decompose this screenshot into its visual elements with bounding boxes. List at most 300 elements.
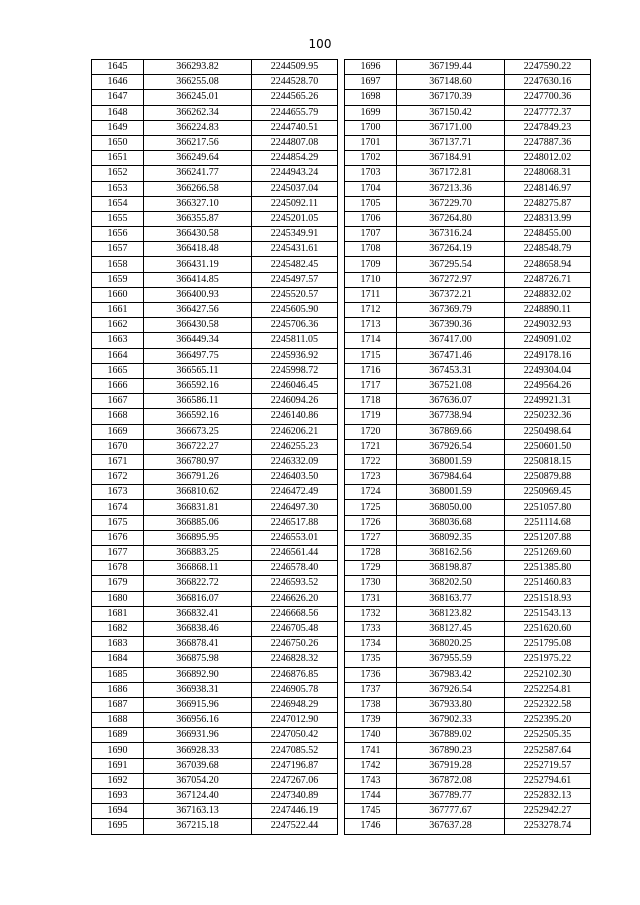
point-number-cell: 1670	[92, 439, 144, 454]
y-coordinate-cell: 2247267.06	[252, 773, 338, 788]
y-coordinate-cell: 2253278.74	[505, 819, 591, 834]
point-number-cell: 1714	[345, 333, 397, 348]
y-coordinate-cell: 2244943.24	[252, 166, 338, 181]
x-coordinate-cell: 366892.90	[144, 667, 252, 682]
y-coordinate-cell: 2249304.04	[505, 363, 591, 378]
table-row	[345, 257, 591, 272]
x-coordinate-cell: 366938.31	[144, 682, 252, 697]
table-row	[92, 789, 338, 804]
x-coordinate-cell: 367369.79	[397, 303, 505, 318]
point-number-cell: 1721	[345, 439, 397, 454]
table-row	[92, 743, 338, 758]
table-row	[345, 424, 591, 439]
table-row	[92, 394, 338, 409]
point-number-cell: 1678	[92, 561, 144, 576]
y-coordinate-cell: 2246403.50	[252, 470, 338, 485]
table-row	[92, 166, 338, 181]
table-row	[92, 242, 338, 257]
table-row	[345, 546, 591, 561]
table-row	[92, 196, 338, 211]
point-number-cell: 1655	[92, 211, 144, 226]
table-row	[345, 667, 591, 682]
table-row	[345, 773, 591, 788]
y-coordinate-cell: 2249091.02	[505, 333, 591, 348]
point-number-cell: 1742	[345, 758, 397, 773]
y-coordinate-cell: 2246593.52	[252, 576, 338, 591]
x-coordinate-cell: 367926.54	[397, 439, 505, 454]
point-number-cell: 1715	[345, 348, 397, 363]
x-coordinate-cell: 367316.24	[397, 227, 505, 242]
y-coordinate-cell: 2248726.71	[505, 272, 591, 287]
point-number-cell: 1676	[92, 530, 144, 545]
y-coordinate-cell: 2244509.95	[252, 60, 338, 75]
x-coordinate-cell: 367150.42	[397, 105, 505, 120]
point-number-cell: 1669	[92, 424, 144, 439]
y-coordinate-cell: 2251114.68	[505, 515, 591, 530]
table-row	[92, 606, 338, 621]
x-coordinate-cell: 366400.93	[144, 287, 252, 302]
table-row	[345, 500, 591, 515]
x-coordinate-cell: 366868.11	[144, 561, 252, 576]
point-number-cell: 1682	[92, 621, 144, 636]
point-number-cell: 1675	[92, 515, 144, 530]
table-row	[92, 515, 338, 530]
page-number: 100	[308, 37, 332, 51]
table-row	[92, 758, 338, 773]
point-number-cell: 1645	[92, 60, 144, 75]
table-row	[92, 211, 338, 226]
y-coordinate-cell: 2251620.60	[505, 621, 591, 636]
point-number-cell: 1663	[92, 333, 144, 348]
table-row	[92, 363, 338, 378]
x-coordinate-cell: 367453.31	[397, 363, 505, 378]
x-coordinate-cell: 367777.67	[397, 804, 505, 819]
point-number-cell: 1710	[345, 272, 397, 287]
table-row	[92, 652, 338, 667]
x-coordinate-cell: 367215.18	[144, 819, 252, 834]
y-coordinate-cell: 2245605.90	[252, 303, 338, 318]
table-row	[92, 409, 338, 424]
x-coordinate-cell: 366224.83	[144, 120, 252, 135]
table-row	[345, 789, 591, 804]
y-coordinate-cell: 2252102.30	[505, 667, 591, 682]
point-number-cell: 1694	[92, 804, 144, 819]
table-row	[92, 576, 338, 591]
x-coordinate-cell: 367390.36	[397, 318, 505, 333]
point-number-cell: 1667	[92, 394, 144, 409]
x-coordinate-cell: 367926.54	[397, 682, 505, 697]
table-row	[345, 348, 591, 363]
table-row	[92, 318, 338, 333]
point-number-cell: 1730	[345, 576, 397, 591]
x-coordinate-cell: 366449.34	[144, 333, 252, 348]
x-coordinate-cell: 367984.64	[397, 470, 505, 485]
point-number-cell: 1650	[92, 135, 144, 150]
table-row	[345, 728, 591, 743]
y-coordinate-cell: 2251795.08	[505, 637, 591, 652]
x-coordinate-cell: 366915.96	[144, 697, 252, 712]
y-coordinate-cell: 2248012.02	[505, 151, 591, 166]
table-row	[92, 454, 338, 469]
y-coordinate-cell: 2246578.40	[252, 561, 338, 576]
x-coordinate-cell: 367738.94	[397, 409, 505, 424]
x-coordinate-cell: 368163.77	[397, 591, 505, 606]
y-coordinate-cell: 2248068.31	[505, 166, 591, 181]
x-coordinate-cell: 368198.87	[397, 561, 505, 576]
table-row	[345, 211, 591, 226]
x-coordinate-cell: 367229.70	[397, 196, 505, 211]
table-row	[92, 303, 338, 318]
y-coordinate-cell: 2246497.30	[252, 500, 338, 515]
y-coordinate-cell: 2246553.01	[252, 530, 338, 545]
x-coordinate-cell: 367955.59	[397, 652, 505, 667]
table-row	[345, 515, 591, 530]
point-number-cell: 1659	[92, 272, 144, 287]
y-coordinate-cell: 2251460.83	[505, 576, 591, 591]
point-number-cell: 1689	[92, 728, 144, 743]
table-row	[92, 500, 338, 515]
point-number-cell: 1695	[92, 819, 144, 834]
x-coordinate-cell: 368162.56	[397, 546, 505, 561]
point-number-cell: 1684	[92, 652, 144, 667]
y-coordinate-cell: 2247772.37	[505, 105, 591, 120]
table-row	[345, 303, 591, 318]
point-number-cell: 1705	[345, 196, 397, 211]
x-coordinate-cell: 366816.07	[144, 591, 252, 606]
x-coordinate-cell: 367983.42	[397, 667, 505, 682]
table-row	[345, 743, 591, 758]
y-coordinate-cell: 2245520.57	[252, 287, 338, 302]
table-row	[92, 135, 338, 150]
y-coordinate-cell: 2248275.87	[505, 196, 591, 211]
x-coordinate-cell: 366427.56	[144, 303, 252, 318]
x-coordinate-cell: 366878.41	[144, 637, 252, 652]
point-number-cell: 1731	[345, 591, 397, 606]
point-number-cell: 1728	[345, 546, 397, 561]
y-coordinate-cell: 2244528.70	[252, 75, 338, 90]
y-coordinate-cell: 2252254.81	[505, 682, 591, 697]
x-coordinate-cell: 366266.58	[144, 181, 252, 196]
x-coordinate-cell: 367054.20	[144, 773, 252, 788]
y-coordinate-cell: 2252505.35	[505, 728, 591, 743]
x-coordinate-cell: 367372.21	[397, 287, 505, 302]
x-coordinate-cell: 368123.82	[397, 606, 505, 621]
point-number-cell: 1690	[92, 743, 144, 758]
point-number-cell: 1739	[345, 713, 397, 728]
y-coordinate-cell: 2252322.58	[505, 697, 591, 712]
point-number-cell: 1647	[92, 90, 144, 105]
x-coordinate-cell: 366430.58	[144, 318, 252, 333]
table-row	[345, 409, 591, 424]
y-coordinate-cell: 2246905.78	[252, 682, 338, 697]
y-coordinate-cell: 2251207.88	[505, 530, 591, 545]
x-coordinate-cell: 366592.16	[144, 378, 252, 393]
point-number-cell: 1716	[345, 363, 397, 378]
x-coordinate-cell: 367471.46	[397, 348, 505, 363]
point-number-cell: 1680	[92, 591, 144, 606]
y-coordinate-cell: 2246876.85	[252, 667, 338, 682]
y-coordinate-cell: 2246332.09	[252, 454, 338, 469]
x-coordinate-cell: 366497.75	[144, 348, 252, 363]
table-row	[92, 682, 338, 697]
point-number-cell: 1745	[345, 804, 397, 819]
point-number-cell: 1719	[345, 409, 397, 424]
point-number-cell: 1698	[345, 90, 397, 105]
table-row	[92, 272, 338, 287]
table-row	[92, 591, 338, 606]
table-row	[345, 804, 591, 819]
table-row	[345, 713, 591, 728]
point-number-cell: 1738	[345, 697, 397, 712]
y-coordinate-cell: 2247849.23	[505, 120, 591, 135]
x-coordinate-cell: 366414.85	[144, 272, 252, 287]
table-row	[345, 682, 591, 697]
y-coordinate-cell: 2247590.22	[505, 60, 591, 75]
y-coordinate-cell: 2247085.52	[252, 743, 338, 758]
table-row	[345, 181, 591, 196]
x-coordinate-cell: 366327.10	[144, 196, 252, 211]
table-row	[345, 378, 591, 393]
point-number-cell: 1652	[92, 166, 144, 181]
x-coordinate-cell: 366928.33	[144, 743, 252, 758]
table-row	[345, 576, 591, 591]
point-number-cell: 1743	[345, 773, 397, 788]
y-coordinate-cell: 2246948.29	[252, 697, 338, 712]
table-row	[92, 773, 338, 788]
point-number-cell: 1706	[345, 211, 397, 226]
table-row	[345, 227, 591, 242]
x-coordinate-cell: 368036.68	[397, 515, 505, 530]
y-coordinate-cell: 2250969.45	[505, 485, 591, 500]
table-row	[345, 591, 591, 606]
point-number-cell: 1688	[92, 713, 144, 728]
table-row	[92, 667, 338, 682]
point-number-cell: 1649	[92, 120, 144, 135]
x-coordinate-cell: 367199.44	[397, 60, 505, 75]
point-number-cell: 1696	[345, 60, 397, 75]
table-row	[345, 90, 591, 105]
x-coordinate-cell: 367213.36	[397, 181, 505, 196]
table-row	[92, 530, 338, 545]
x-coordinate-cell: 366249.64	[144, 151, 252, 166]
y-coordinate-cell: 2245482.45	[252, 257, 338, 272]
table-row	[92, 378, 338, 393]
x-coordinate-cell: 366293.82	[144, 60, 252, 75]
point-number-cell: 1704	[345, 181, 397, 196]
point-number-cell: 1724	[345, 485, 397, 500]
point-number-cell: 1658	[92, 257, 144, 272]
table-row	[345, 287, 591, 302]
y-coordinate-cell: 2248548.79	[505, 242, 591, 257]
point-number-cell: 1702	[345, 151, 397, 166]
x-coordinate-cell: 368127.45	[397, 621, 505, 636]
x-coordinate-cell: 368001.59	[397, 454, 505, 469]
table-row	[345, 530, 591, 545]
y-coordinate-cell: 2244565.26	[252, 90, 338, 105]
x-coordinate-cell: 368092.35	[397, 530, 505, 545]
x-coordinate-cell: 366832.41	[144, 606, 252, 621]
x-coordinate-cell: 367264.19	[397, 242, 505, 257]
y-coordinate-cell: 2249032.93	[505, 318, 591, 333]
point-number-cell: 1733	[345, 621, 397, 636]
y-coordinate-cell: 2252794.61	[505, 773, 591, 788]
y-coordinate-cell: 2245431.61	[252, 242, 338, 257]
y-coordinate-cell: 2246626.20	[252, 591, 338, 606]
x-coordinate-cell: 367933.80	[397, 697, 505, 712]
x-coordinate-cell: 367521.08	[397, 378, 505, 393]
table-row	[345, 363, 591, 378]
y-coordinate-cell: 2246472.49	[252, 485, 338, 500]
point-number-cell: 1718	[345, 394, 397, 409]
y-coordinate-cell: 2245936.92	[252, 348, 338, 363]
x-coordinate-cell: 367919.28	[397, 758, 505, 773]
point-number-cell: 1679	[92, 576, 144, 591]
point-number-cell: 1693	[92, 789, 144, 804]
point-number-cell: 1654	[92, 196, 144, 211]
y-coordinate-cell: 2246561.44	[252, 546, 338, 561]
table-row	[345, 621, 591, 636]
y-coordinate-cell: 2247340.89	[252, 789, 338, 804]
y-coordinate-cell: 2246828.32	[252, 652, 338, 667]
y-coordinate-cell: 2244854.29	[252, 151, 338, 166]
y-coordinate-cell: 2251975.22	[505, 652, 591, 667]
y-coordinate-cell: 2252587.64	[505, 743, 591, 758]
point-number-cell: 1651	[92, 151, 144, 166]
x-coordinate-cell: 366592.16	[144, 409, 252, 424]
y-coordinate-cell: 2250498.64	[505, 424, 591, 439]
table-row	[92, 804, 338, 819]
point-number-cell: 1653	[92, 181, 144, 196]
y-coordinate-cell: 2251057.80	[505, 500, 591, 515]
table-row	[92, 120, 338, 135]
x-coordinate-cell: 368001.59	[397, 485, 505, 500]
point-number-cell: 1735	[345, 652, 397, 667]
point-number-cell: 1717	[345, 378, 397, 393]
y-coordinate-cell: 2245811.05	[252, 333, 338, 348]
x-coordinate-cell: 366838.46	[144, 621, 252, 636]
table-row	[92, 546, 338, 561]
x-coordinate-cell: 366431.19	[144, 257, 252, 272]
table-row	[345, 394, 591, 409]
table-row	[92, 621, 338, 636]
point-number-cell: 1683	[92, 637, 144, 652]
table-row	[345, 652, 591, 667]
point-number-cell: 1673	[92, 485, 144, 500]
x-coordinate-cell: 366956.16	[144, 713, 252, 728]
x-coordinate-cell: 366430.58	[144, 227, 252, 242]
point-number-cell: 1744	[345, 789, 397, 804]
point-number-cell: 1665	[92, 363, 144, 378]
table-row	[92, 227, 338, 242]
point-number-cell: 1692	[92, 773, 144, 788]
x-coordinate-cell: 367264.80	[397, 211, 505, 226]
x-coordinate-cell: 366822.72	[144, 576, 252, 591]
x-coordinate-cell: 367636.07	[397, 394, 505, 409]
table-row	[92, 151, 338, 166]
y-coordinate-cell: 2246206.21	[252, 424, 338, 439]
y-coordinate-cell: 2251543.13	[505, 606, 591, 621]
point-number-cell: 1712	[345, 303, 397, 318]
x-coordinate-cell: 367148.60	[397, 75, 505, 90]
x-coordinate-cell: 367902.33	[397, 713, 505, 728]
y-coordinate-cell: 2251269.60	[505, 546, 591, 561]
y-coordinate-cell: 2246668.56	[252, 606, 338, 621]
point-number-cell: 1720	[345, 424, 397, 439]
y-coordinate-cell: 2246517.88	[252, 515, 338, 530]
point-number-cell: 1661	[92, 303, 144, 318]
y-coordinate-cell: 2249564.26	[505, 378, 591, 393]
point-number-cell: 1671	[92, 454, 144, 469]
x-coordinate-cell: 366875.98	[144, 652, 252, 667]
x-coordinate-cell: 366673.25	[144, 424, 252, 439]
table-row	[92, 561, 338, 576]
table-row	[92, 348, 338, 363]
point-number-cell: 1727	[345, 530, 397, 545]
table-row	[345, 196, 591, 211]
y-coordinate-cell: 2252719.57	[505, 758, 591, 773]
x-coordinate-cell: 366418.48	[144, 242, 252, 257]
point-number-cell: 1713	[345, 318, 397, 333]
y-coordinate-cell: 2244740.51	[252, 120, 338, 135]
point-number-cell: 1685	[92, 667, 144, 682]
point-number-cell: 1662	[92, 318, 144, 333]
x-coordinate-cell: 366883.25	[144, 546, 252, 561]
table-row	[345, 333, 591, 348]
x-coordinate-cell: 366895.95	[144, 530, 252, 545]
y-coordinate-cell: 2245497.57	[252, 272, 338, 287]
y-coordinate-cell: 2250818.15	[505, 454, 591, 469]
table-row	[92, 257, 338, 272]
x-coordinate-cell: 366245.01	[144, 90, 252, 105]
table-row	[345, 561, 591, 576]
table-row	[92, 439, 338, 454]
point-number-cell: 1697	[345, 75, 397, 90]
y-coordinate-cell: 2247446.19	[252, 804, 338, 819]
y-coordinate-cell: 2251385.80	[505, 561, 591, 576]
table-row	[92, 60, 338, 75]
coordinate-table-right	[344, 59, 591, 835]
point-number-cell: 1741	[345, 743, 397, 758]
point-number-cell: 1646	[92, 75, 144, 90]
y-coordinate-cell: 2249921.31	[505, 394, 591, 409]
point-number-cell: 1725	[345, 500, 397, 515]
x-coordinate-cell: 367637.28	[397, 819, 505, 834]
point-number-cell: 1722	[345, 454, 397, 469]
y-coordinate-cell: 2248890.11	[505, 303, 591, 318]
table-row	[92, 333, 338, 348]
table-row	[345, 485, 591, 500]
x-coordinate-cell: 366931.96	[144, 728, 252, 743]
table-row	[92, 90, 338, 105]
coordinate-table-left	[91, 59, 338, 835]
y-coordinate-cell: 2247050.42	[252, 728, 338, 743]
point-number-cell: 1729	[345, 561, 397, 576]
table-row	[345, 606, 591, 621]
point-number-cell: 1709	[345, 257, 397, 272]
point-number-cell: 1666	[92, 378, 144, 393]
point-number-cell: 1736	[345, 667, 397, 682]
x-coordinate-cell: 366791.26	[144, 470, 252, 485]
y-coordinate-cell: 2248658.94	[505, 257, 591, 272]
y-coordinate-cell: 2252395.20	[505, 713, 591, 728]
table-row	[92, 697, 338, 712]
table-row	[92, 287, 338, 302]
table-row	[92, 181, 338, 196]
x-coordinate-cell: 368202.50	[397, 576, 505, 591]
x-coordinate-cell: 367869.66	[397, 424, 505, 439]
table-row	[92, 105, 338, 120]
x-coordinate-cell: 367171.00	[397, 120, 505, 135]
